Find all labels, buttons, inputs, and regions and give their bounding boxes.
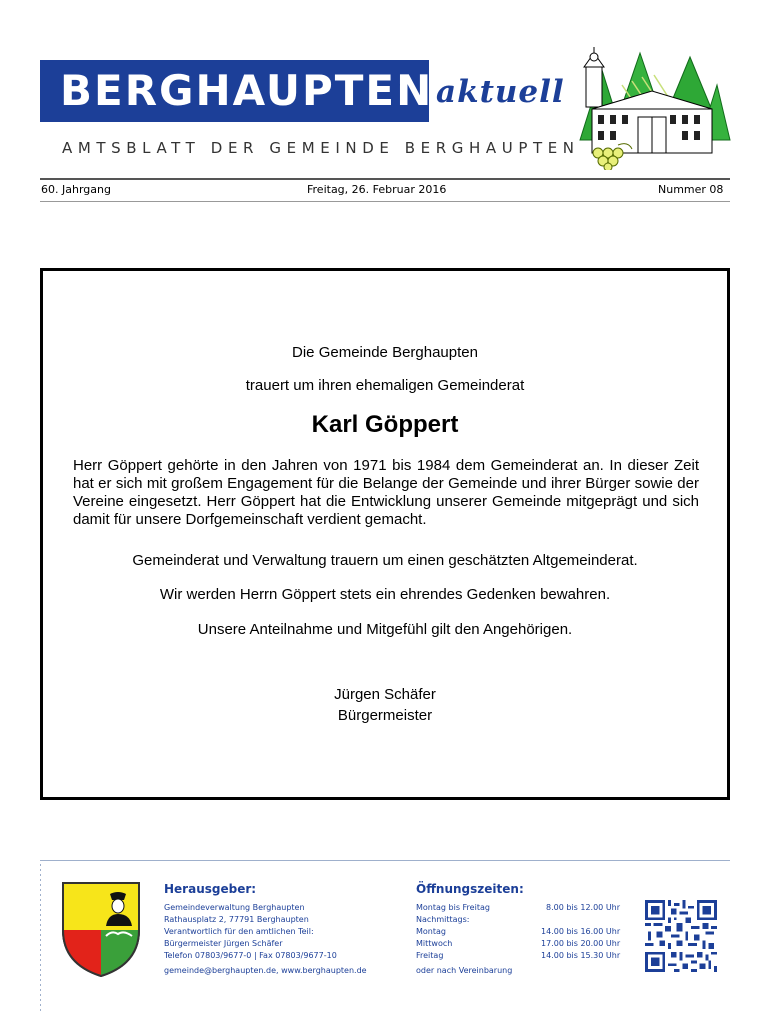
publisher-line: Bürgermeister Jürgen Schäfer [164,939,283,948]
notice-line-5: Unsere Anteilnahme und Mitgefühl gilt den Angehörigen. [197,621,573,638]
hours-day: Nachmittags: [416,915,470,924]
signer-title: Bürgermeister [337,707,433,724]
hours-day: Mittwoch [416,939,453,948]
notice-line-1: Die Gemeinde Berghaupten [292,344,478,361]
footer-rule [40,860,730,861]
header-rule-bottom [40,201,730,202]
hours-day: Montag [416,927,446,936]
coat-of-arms-icon [60,880,142,978]
notice-line-3: Gemeinderat und Verwaltung trauern um einen geschätzten Altgemeinderat. [132,552,638,569]
hours-time: 14.00 bis 15.30 Uhr [541,951,621,960]
volume-label: 60. Jahrgang [41,183,111,196]
publisher-contact-link[interactable]: gemeinde@berghaupten.de, www.berghaupten.de [164,966,367,975]
qr-code-icon[interactable] [644,900,718,972]
notice-line-2: trauert um ihren ehemaligen Gemeinderat [245,377,525,394]
issue-date: Freitag, 26. Februar 2016 [307,183,447,196]
masthead-title: BERGHAUPTEN [40,60,429,122]
signer-name: Jürgen Schäfer [334,686,436,703]
hours-day: Freitag [416,951,444,960]
publisher-line: Verantwortlich für den amtlichen Teil: [164,927,314,936]
hours-time: 17.00 bis 20.00 Uhr [541,939,621,948]
hours-day: Montag bis Freitag [416,903,490,912]
publisher-line: Gemeindeverwaltung Berghaupten [164,903,305,912]
masthead-tagline: aktuell [436,74,565,110]
notice-paragraph: Herr Göppert gehörte in den Jahren von 1971 bis 1984 dem Gemeinderat an. In dieser Zeit hat er sich mit großem Engagement für die Belange der Gemeinde und ihrer Bürger sowie der Vereine eingesetzt. Herr Göppert hat die Entwicklung unserer Gemeinde mitgeprägt und sich damit für unsere Dorfgemeinschaft verdient gemacht. [73,457,699,528]
hours-time: 8.00 bis 12.00 Uhr [546,903,621,912]
hours-heading: Öffnungszeiten: [416,882,524,896]
hours-day: oder nach Vereinbarung [416,966,513,975]
publisher-line: Rathausplatz 2, 77791 Berghaupten [164,915,309,924]
header-rule [40,178,730,180]
deceased-name: Karl Göppert [311,411,459,438]
publisher-heading: Herausgeber: [164,882,257,896]
obituary-notice [40,268,730,800]
issue-number: Nummer 08 [658,183,724,196]
masthead-subtitle: AMTSBLATT DER GEMEINDE BERGHAUPTEN [62,139,580,157]
publisher-phone: Telefon 07803/9677-0 | Fax 07803/9677-10 [164,951,337,960]
hours-time: 14.00 bis 16.00 Uhr [541,927,621,936]
footer-dotted-line [40,864,41,1014]
notice-line-4: Wir werden Herrn Göppert stets ein ehrendes Gedenken bewahren. [159,586,611,603]
town-hall-illustration [562,45,732,170]
